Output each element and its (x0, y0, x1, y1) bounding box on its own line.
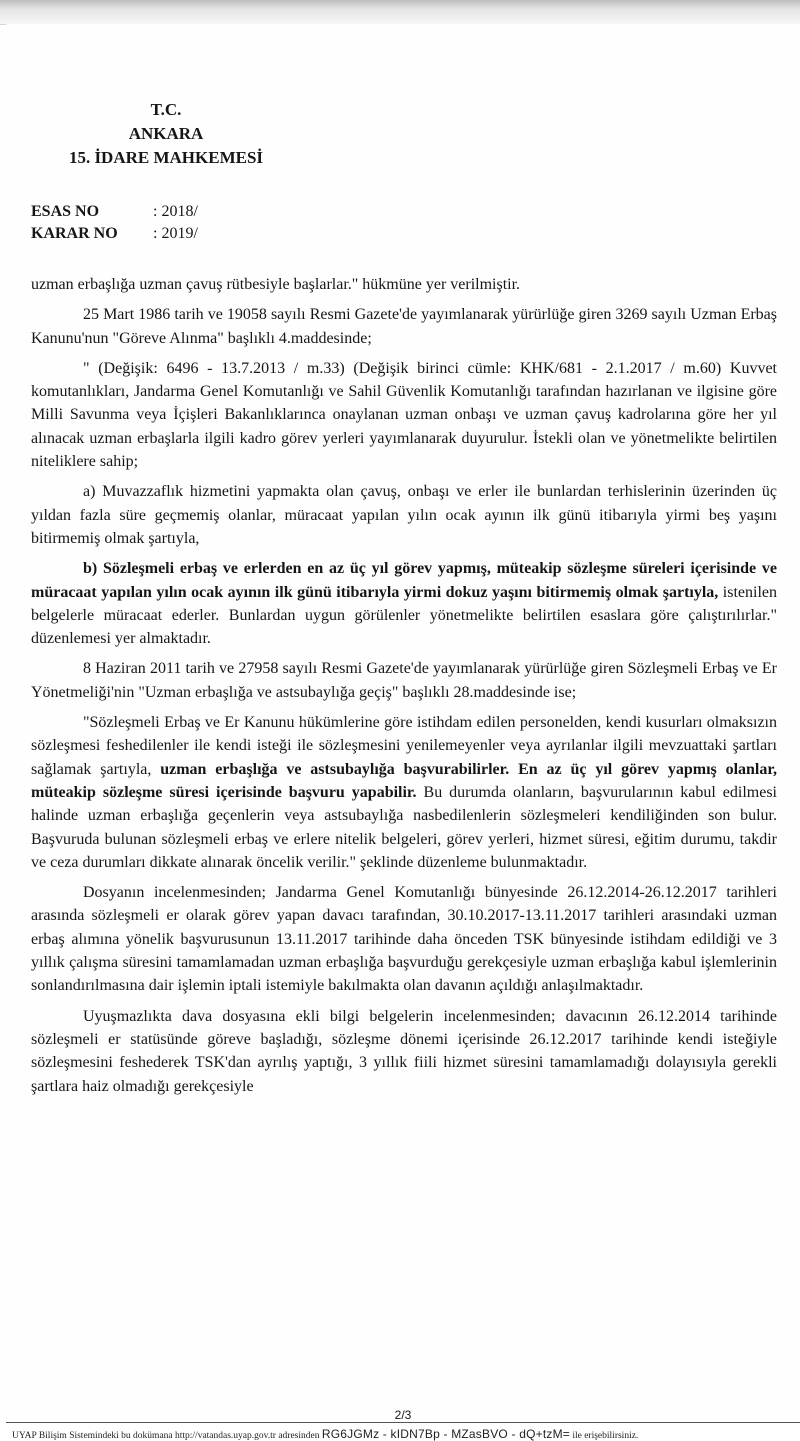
paragraph-3: " (Değişik: 6496 - 13.7.2013 / m.33) (Değişik birinci cümle: KHK/681 - 2.1.2017 / m.60) Kuvvet komutanlıkları, Jandarma Genel Komutanlığı ve Sahil Güvenlik Komutanlığı tarafından hazırlanan ve ilgisine göre Milli Savunma veya İçişleri Bakanlıklarınca onaylanan uzman onbaşı ve uzman çavuş kadrolarına göre her yıl alınacak uzman erbaşlarla ilgili kadro görev yerleri yayımlanarak duyurulur. İstekli olan ve yönetmelikte belirtilen niteliklere sahip; (31, 359, 777, 471)
footer-note (12, 1427, 800, 1441)
case-info (31, 201, 198, 245)
esas-row (31, 201, 198, 223)
viewer-top-bar (0, 0, 800, 25)
paragraph-8: Dosyanın incelenmesinden; Jandarma Genel Komutanlığı bünyesinde 26.12.2014-26.12.2017 tarihleri arasında sözleşmeli er olarak görev yapan davacı tarafından, 30.10.2017-13.11.2017 tarihleri arasındaki uzman erbaş alımına yönelik başvurusunun 13.11.2017 tarihinde daha önceden TSK bünyesinde istihdam edildiği ve 3 yıllık çalışma süresini tamamlamadan uzman erbaşlığa başvurduğu gerekçesiyle uzman erbaşlığa kabul işlemlerinin sonlandırılmasına dair işlemin iptali istemiyle bakılmakta olan davanın açıldığı anlaşılmaktadır. (31, 884, 777, 995)
paragraph-9: Uyuşmazlıkta dava dosyasına ekli bilgi belgelerin incelenmesinden; davacının 26.12.2014 tarihinde sözleşmeli er statüsünde göreve başladığı, sözleşme dönemi içerisinde 26.12.2017 tarihinde kendi isteğiyle sözleşmesini feshederek TSK'dan ayrılış yaptığı, 3 yıllık fiili hizmet süresini tamamlamadığı dolayısıyla gerekli şartlara haiz olmadığı gerekçesiyle (31, 1007, 777, 1095)
karar-label: KARAR NO (31, 225, 118, 242)
paragraph-5-bold: b) Sözleşmeli erbaş ve erlerden en az üç yıl görev yapmış, müteakip sözleşme süreleri içerisinde ve müracaat yapılan yılın ocak ayının ilk günü itibarıyla yirmi dokuz yaşını bitirmemiş olmak şartıyla, (31, 560, 777, 601)
paragraph-4: a) Muvazzaflık hizmetini yapmakta olan çavuş, onbaşı ve erler ile bunlardan terhislerinin üzerinden üç yıldan fazla süre geçmemiş olanlar, müracaat yapılan yılın ocak ayının ilk günü itibarıyla yirmi beş yaşını bitirmemiş olmak şartıyla, (31, 483, 777, 547)
paragraph-2: 25 Mart 1986 tarih ve 19058 sayılı Resmi Gazete'de yayımlanarak yürürlüğe giren 3269 sayılı Uzman Erbaş Kanunu'nun "Göreve Alınma" başlıklı 4.maddesinde; (31, 306, 777, 347)
paragraph-5 (31, 557, 777, 650)
header-line-city: ANKARA (128, 124, 204, 143)
paragraph-7-start: "Sözleşmeli Erbaş ve Er Kanunu hükümlerine göre istihdam edilen personelden, kendi kusurları olmaksızın sözleşmesi feshedilenler ile kendi isteği ile sözleşmesini yenilemeyenler veya ayrılanlar ilgili mevzuattaki şartları sağlamak şartıyla, (31, 714, 777, 778)
paragraph-7-bold: uzman erbaşlığa ve astsubaylığa başvurabilirler. En az üç yıl görev yapmış olanlar, müteakip sözleşme süresi içerisinde başvuru yapabilir. (31, 760, 778, 801)
karar-row (31, 223, 198, 245)
paragraph-1: uzman erbaşlığa uzman çavuş rütbesiyle başlarlar." hükmüne yer verilmiştir. (31, 276, 521, 293)
karar-value: : 2019/ (153, 225, 198, 242)
esas-value: : 2018/ (153, 203, 198, 220)
header-line-tc: T.C. (150, 100, 182, 119)
footer-note-suffix: ile erişebilirsiniz. (569, 1431, 639, 1441)
footer-divider (6, 1422, 800, 1423)
esas-label: ESAS NO (31, 203, 100, 220)
footer-note-prefix: UYAP Bilişim Sistemindeki bu dokümana http://vatandas.uyap.gov.tr adresinden (12, 1431, 322, 1441)
header-line-court: 15. İDARE MAHKEMESİ (68, 148, 264, 167)
page-number: 2/3 (394, 1408, 412, 1422)
document-body (31, 273, 777, 1105)
verification-code: RG6JGMz - kIDN7Bp - MZasBVO - dQ+tzM= (321, 1427, 570, 1441)
paragraph-5-rest: istenilen belgelerle müracaat ederler. Bunlardan uygun görülenler yönetmelikte belirtilen esaslara göre çalıştırılırlar." düzenlemesi yer almaktadır. (31, 583, 777, 648)
paragraph-7-rest: Bu durumda olanların, başvurularının kabul edilmesi halinde uzman erbaşlığa geçenlerin veya astsubaylığa nasbedilenlerin sözleşmeleri kendiliğinden son bulur. Başvuruda bulunan sözleşmeli erbaş ve erlere nitelik belgeleri, görev yerleri, hizmet süresi, eğitim durumu, takdir ve ceza durumları dikkate alınarak öncelik verilir." şeklinde düzenleme bulunmaktadır. (31, 783, 777, 871)
paragraph-7 (31, 711, 777, 874)
paragraph-6: 8 Haziran 2011 tarih ve 27958 sayılı Resmi Gazete'de yayımlanarak yürürlüğe giren Sözleşmeli Erbaş ve Er Yönetmeliği'nin "Uzman erbaşlığa ve astsubaylığa geçiş" başlıklı 28.maddesinde ise; (31, 660, 777, 701)
court-header (6, 98, 326, 170)
document-page (6, 24, 800, 1441)
